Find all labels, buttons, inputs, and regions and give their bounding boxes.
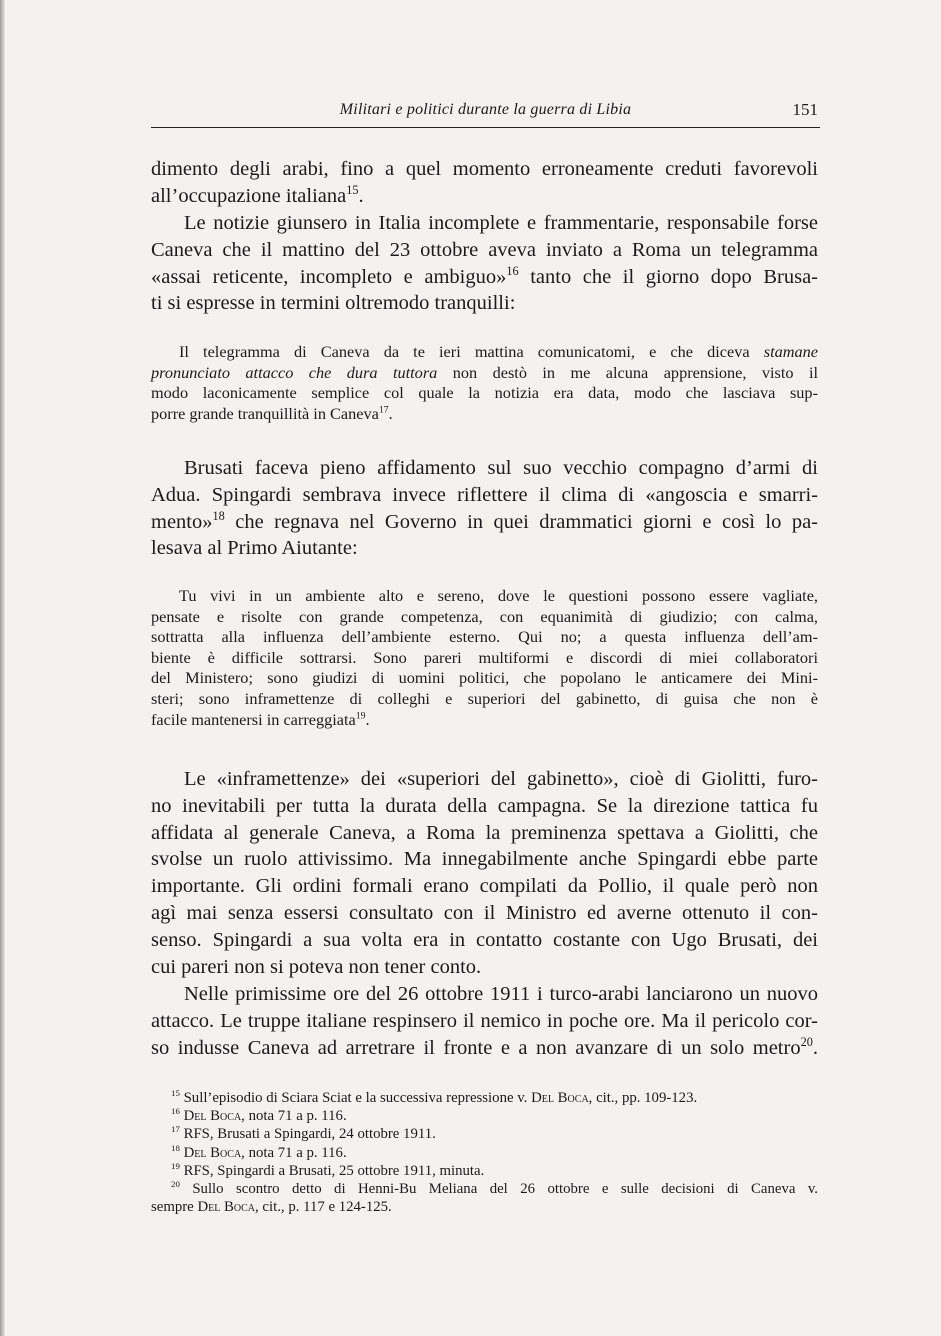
small-caps-text: Del Boca xyxy=(197,1199,256,1216)
text-span: che regnava nel Governo in quei drammatici giorni e così lo pa- xyxy=(224,510,818,533)
text-span: RFS, Brusati a Spingardi, 24 ottobre 1911. xyxy=(179,1126,436,1143)
footnote-18 xyxy=(151,1144,818,1162)
text-line xyxy=(151,264,818,291)
footnote-number: 17 xyxy=(171,1124,180,1135)
text-span: mento» xyxy=(151,510,213,533)
footnote-ref: 16 xyxy=(506,263,519,278)
text-line: Le notizie giunsero in Italia incomplete e frammentarie, responsabile forse xyxy=(184,212,818,234)
running-header xyxy=(151,99,820,128)
footnote-16 xyxy=(151,1107,818,1125)
text-span: porre grande tranquillità in Caneva xyxy=(151,403,379,423)
page-edge xyxy=(0,0,5,1336)
text-span: . xyxy=(388,403,393,423)
footnote-ref: 18 xyxy=(212,508,225,523)
footnote-number: 18 xyxy=(171,1142,180,1153)
text-line: Le «inframettenze» dei «superiori del gabinetto», cioè di Giolitti, furo- xyxy=(184,768,818,790)
text-line: lesava al Primo Aiutante: xyxy=(151,537,358,560)
text-line: affidata al generale Caneva, a Roma la preminenza spettava a Giolitti, che xyxy=(151,821,818,844)
text-line: importante. Gli ordini formali erano compilati da Pollio, il quale però non xyxy=(151,875,818,898)
small-caps-text: Del Boca xyxy=(183,1108,242,1125)
text-span: Sull’episodio di Sciara Sciat e la successiva repressione v. xyxy=(179,1090,532,1106)
text-line: Nelle primissime ore del 26 ottobre 1911 i turco-arabi lanciarono un nuovo xyxy=(184,983,818,1005)
text-span: . xyxy=(365,709,370,729)
footnote-number: 15 xyxy=(171,1088,180,1099)
block-quote xyxy=(151,342,818,424)
footnote-17 xyxy=(151,1125,818,1143)
text-line xyxy=(151,509,818,536)
text-line: ti si espresse in termini oltremodo tranquilli: xyxy=(151,292,516,315)
text-line: cui pareri non si poteva non tener conto. xyxy=(151,955,482,978)
text-line: Adua. Spingardi sembrava invece riflettere il clima di «angoscia e smarri- xyxy=(151,483,818,506)
footnotes xyxy=(151,1089,818,1216)
paragraph xyxy=(151,981,818,1061)
text-line: Brusati faceva pieno affidamento sul suo vecchio compagno d’armi di xyxy=(184,457,818,479)
footnote-ref: 15 xyxy=(346,182,359,197)
footnote-20 xyxy=(151,1180,818,1198)
text-span: «assai reticente, incompleto e ambiguo» xyxy=(151,265,507,288)
footnote-ref: 20 xyxy=(800,1034,813,1049)
text-line: agì mai senza essersi consultato con il Ministro ed averne ottenuto il con- xyxy=(151,901,818,924)
italic-text: stamane xyxy=(763,342,818,361)
text-span: , nota 71 a p. 116. xyxy=(241,1108,347,1125)
text-line: senso. Spingardi a sua volta era in contatto costante con Ugo Brusati, dei xyxy=(151,928,818,951)
text-line: Caneva che il mattino del 23 ottobre aveva inviato a Roma un telegramma xyxy=(151,238,818,261)
text-line: Tu vivi in un ambiente alto e sereno, dove le questioni possono essere vagliate, xyxy=(179,586,818,605)
running-title: Militari e politici durante la guerra di Libia xyxy=(339,101,632,118)
text-span: all’occupazione italiana xyxy=(151,184,347,207)
text-line: modo laconicamente semplice col quale la notizia era data, modo che lasciava sup- xyxy=(151,383,818,403)
block-quote xyxy=(151,586,818,730)
footnote-number: 20 xyxy=(171,1179,180,1190)
text-span: . xyxy=(358,184,364,207)
text-span: . xyxy=(812,1036,818,1059)
text-span: tanto che il giorno dopo Brusa- xyxy=(518,265,818,288)
footnote-number: 19 xyxy=(171,1160,180,1171)
text-span: sempre xyxy=(151,1199,198,1216)
footnote-number: 16 xyxy=(171,1106,180,1117)
text-span: facile mantenersi in carreggiata xyxy=(151,709,356,729)
text-span: so indusse Caneva ad arretrare il fronte e a non avanzare di un solo metro xyxy=(151,1036,801,1059)
text-span: , cit., p. 117 e 124-125. xyxy=(255,1199,392,1216)
small-caps-text: Del Boca xyxy=(183,1144,242,1161)
text-line: del Ministero; sono giudizi di uomini politici, che popolano le anticamere dei Mini- xyxy=(151,668,818,688)
text-span: , nota 71 a p. 116. xyxy=(241,1144,347,1161)
paragraph-continuation xyxy=(151,156,818,210)
paragraph xyxy=(151,455,818,562)
text-line: steri; sono inframettenze di colleghi e superiori del gabinetto, di guisa che non è xyxy=(151,688,818,708)
text-line: biente è difficile sottrarsi. Sono pareri multiformi e discordi di miei collaboratori xyxy=(151,647,818,667)
text-line: sottratta alla influenza dell’ambiente esterno. Qui no; a questa influenza dell’am- xyxy=(151,627,818,647)
text-line xyxy=(151,710,818,731)
paragraph xyxy=(151,766,818,980)
text-span: , cit., pp. 109-123. xyxy=(588,1090,698,1106)
text-line xyxy=(151,183,818,210)
text-line xyxy=(151,1035,818,1062)
text-span: non destò in me alcuna apprensione, visto il xyxy=(437,362,819,382)
footnote-19 xyxy=(151,1162,818,1180)
small-caps-text: Del Boca xyxy=(531,1090,589,1106)
text-line: pensate e risolte con grande competenza, con equanimità di giudizio; con calma, xyxy=(151,606,818,626)
text-line xyxy=(151,342,818,363)
text-line xyxy=(151,363,818,384)
footnote-ref: 17 xyxy=(378,404,389,416)
italic-text: pronunciato attacco che dura tuttora xyxy=(151,362,438,382)
text-line xyxy=(151,404,818,425)
text-line: attacco. Le truppe italiane respinsero il nemico in poche ore. Ma il pericolo cor- xyxy=(151,1009,818,1032)
text-span: Il telegramma di Caneva da te ieri mattina comunicatomi, e che diceva xyxy=(179,342,764,361)
text-span: Sullo scontro detto di Henni-Bu Meliana del 26 ottobre e sulle decisioni di Caneva v. xyxy=(179,1181,818,1198)
text-line: dimento degli arabi, fino a quel momento erroneamente creduti favorevoli xyxy=(151,158,818,180)
footnote-ref: 19 xyxy=(355,710,366,722)
text-line: no inevitabili per tutta la durata della campagna. Se la direzione tattica fu xyxy=(151,794,818,817)
text-line: svolse un ruolo attivissimo. Ma innegabilmente anche Spingardi ebbe parte xyxy=(151,848,818,871)
paragraph xyxy=(151,210,818,317)
page-number: 151 xyxy=(792,100,818,119)
footnote-20-continuation xyxy=(151,1198,818,1216)
text-span: RFS, Spingardi a Brusati, 25 ottobre 1911, minuta. xyxy=(179,1162,485,1179)
footnote-15 xyxy=(151,1089,818,1107)
